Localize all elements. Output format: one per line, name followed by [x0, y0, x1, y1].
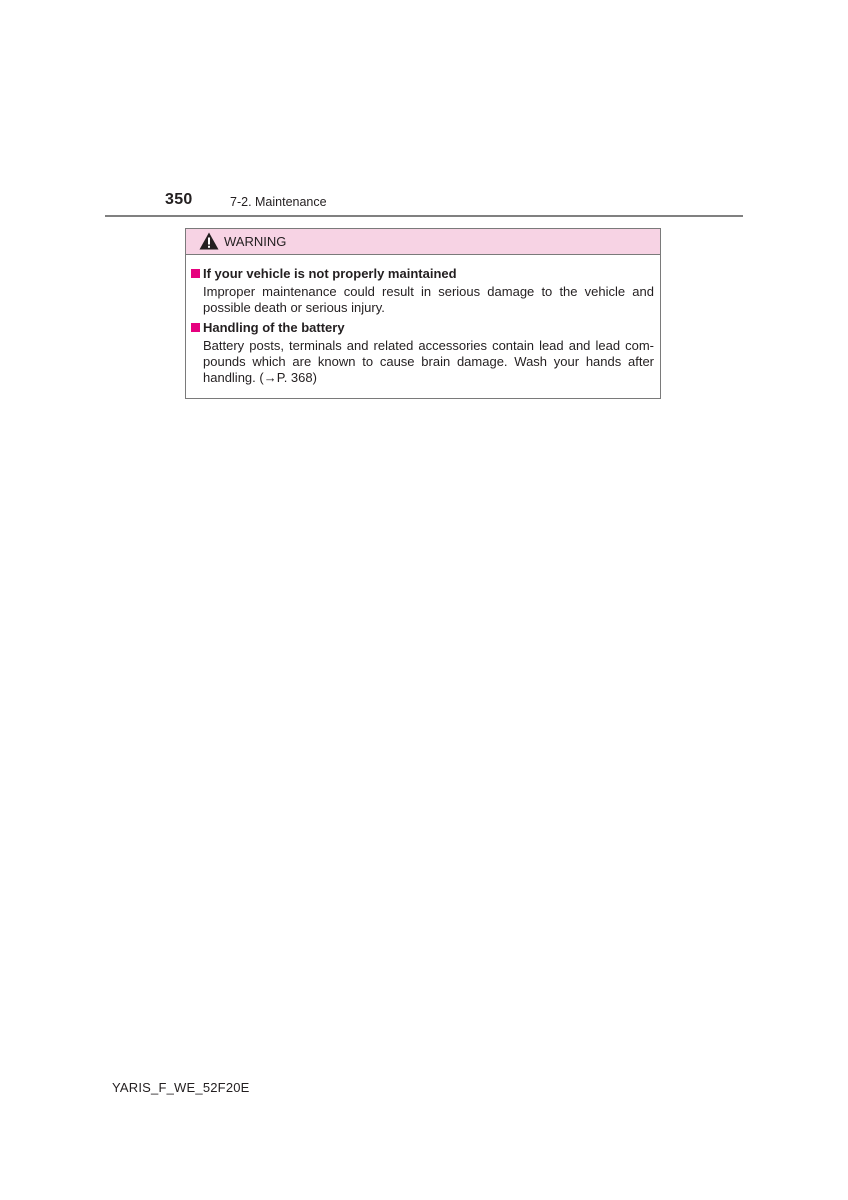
warning-item-text: Improper maintenance could result in serious damage to the vehicle and possible death or serious injury. [203, 284, 654, 315]
warning-header [186, 229, 660, 255]
warning-item-heading [191, 265, 654, 283]
warning-item-heading-text: Handling of the battery [203, 320, 345, 335]
bullet-square-icon [191, 269, 200, 278]
bullet-square-icon [191, 323, 200, 332]
warning-triangle-icon [199, 232, 219, 250]
warning-box [185, 228, 661, 399]
warning-body [191, 265, 654, 389]
warning-item-text: Battery posts, terminals and related accessories contain lead and lead com-pounds which are known to cause brain damage. Wash your hands after handling. (→P. 368) [203, 338, 654, 385]
warning-label: WARNING [224, 234, 287, 249]
warning-item-heading [191, 319, 654, 337]
section-title: 7-2. Maintenance [230, 195, 327, 209]
document-code: YARIS_F_WE_52F20E [112, 1080, 250, 1095]
page-number: 350 [165, 191, 193, 208]
warning-item-heading-text: If your vehicle is not properly maintained [203, 266, 457, 281]
header-rule [105, 215, 743, 217]
